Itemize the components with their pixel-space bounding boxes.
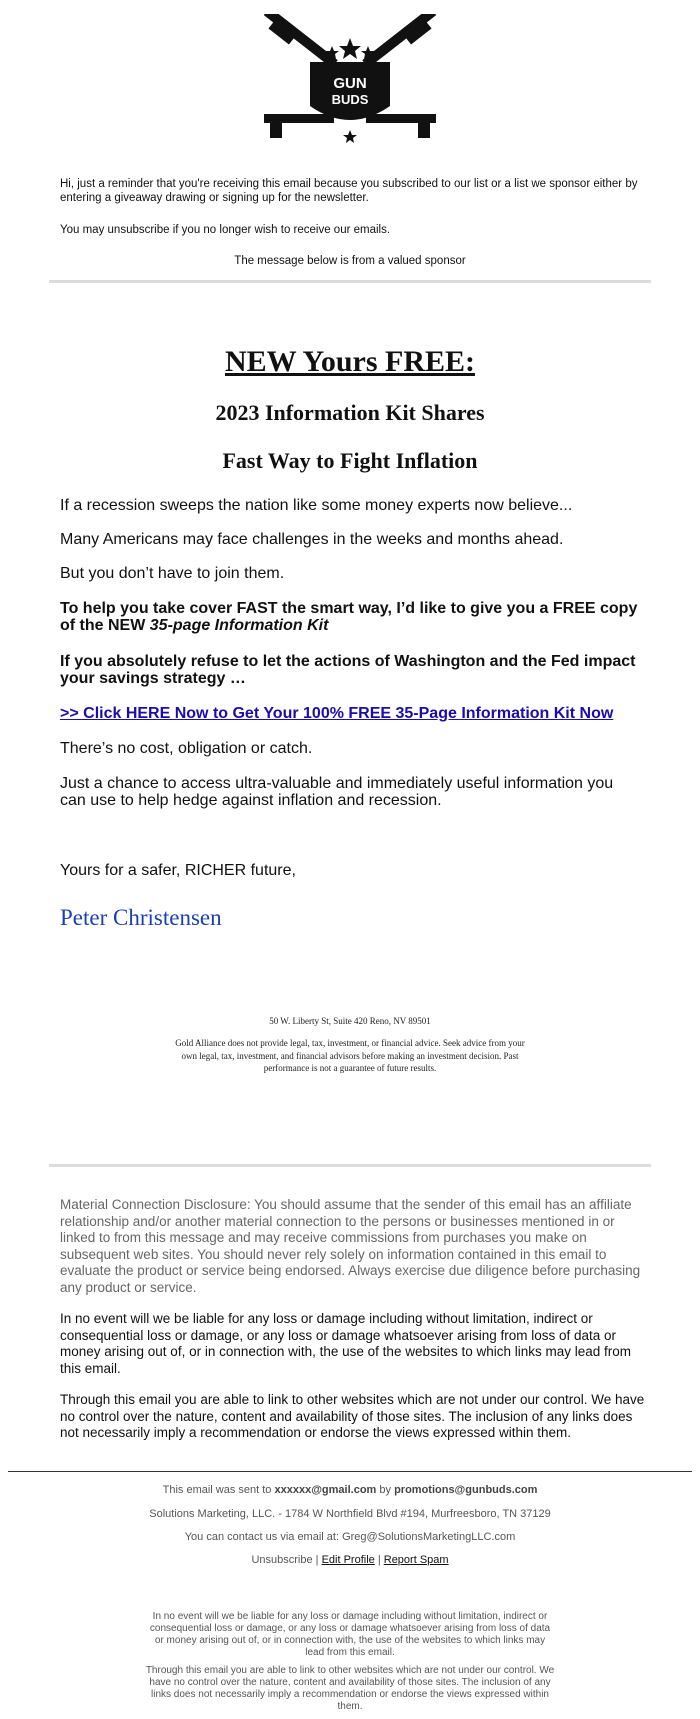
footer-links	[0, 1553, 700, 1567]
links-disclaimer: Through this email you are able to link to other websites which are not under our control. We have no control over the nature, content and availability of those sites. The inclusion of any links does not necessarily imply a recommendation or endorse the views expressed within them.	[60, 1392, 645, 1440]
ad-paragraph-5: If you absolutely refuse to let the actions of Washington and the Fed impact your savings strategy …	[60, 653, 636, 687]
ad-paragraph-7: Just a chance to access ultra-valuable and immediately useful information you can use to help hedge against inflation and recession.	[60, 775, 614, 809]
recipient-email: xxxxxx@gmail.com	[274, 1484, 377, 1496]
company-address: Solutions Marketing, LLC. - 1784 W Northfield Blvd #194, Murfreesboro, TN 37129	[149, 1508, 551, 1520]
ad-paragraph-4-italic: 35-page Information Kit	[149, 617, 329, 634]
ad-address: 50 W. Liberty St, Suite 420 Reno, NV 89501	[269, 1016, 431, 1026]
divider-top	[49, 280, 651, 283]
ad-subhead-2: Fast Way to Fight Inflation	[222, 448, 478, 473]
edit-profile-link[interactable]: Edit Profile	[321, 1554, 375, 1566]
gun-buds-logo-icon	[250, 14, 450, 150]
material-disclosure: Material Connection Disclosure: You should assume that the sender of this email has an affiliate relationship and/or another material connection to the persons or businesses mentioned in or linked to from this message and may receive commissions from purchases you make on subsequent web sites. You should never rely solely on information contained in this email to evaluate the product or service being endorsed. Always exercise due diligence before purchasing any product or service.	[60, 1197, 641, 1295]
footer-separator-1: |	[312, 1554, 322, 1566]
ad-paragraph-6: There’s no cost, obligation or catch.	[60, 740, 313, 757]
sent-by-prefix: by	[376, 1484, 395, 1496]
footer-liability-note: In no event will we be liable for any loss or damage including without limitation, indirect or consequential loss or damage, or any loss or damage whatsoever arising from loss of data or money arising out of, or in connection with, the use of the websites to which links may lead from this email.	[149, 1611, 551, 1658]
unsubscribe-note: You may unsubscribe if you no longer wish to receive our emails.	[60, 224, 391, 236]
gun-buds-logo	[250, 14, 450, 150]
ad-paragraph-1: If a recession sweeps the nation like some money experts now believe...	[60, 497, 573, 514]
cta-link[interactable]: >> Click HERE Now to Get Your 100% FREE 35-Page Information Kit Now	[60, 705, 614, 722]
ad-paragraph-2: Many Americans may face challenges in the weeks and months ahead.	[60, 531, 564, 548]
sender-email: promotions@gunbuds.com	[394, 1484, 538, 1496]
ad-signature: Peter Christensen	[60, 905, 222, 930]
sponsor-note: The message below is from a valued sponsor	[234, 255, 466, 267]
ad-paragraph-4-main: To help you take cover FAST the smart way, I’d like to give you a FREE copy of the NEW	[60, 600, 638, 634]
report-spam-link[interactable]: Report Spam	[383, 1554, 449, 1566]
ad-paragraph-4	[60, 600, 650, 634]
logo-text-line2: BUDS	[331, 92, 369, 107]
divider-bottom	[49, 1164, 651, 1167]
subscription-reminder: Hi, just a reminder that you're receiving this email because you subscribed to our list or a list we sponsor either by entering a giveaway drawing or signing up for the newsletter.	[60, 178, 638, 204]
sent-to-line	[0, 1483, 700, 1497]
ad-headline: NEW Yours FREE:	[224, 345, 476, 378]
ad-fine-print: Gold Alliance does not provide legal, tax, investment, or financial advice. Seek advice from your own legal, tax, investment, and financial advisors before making an investment decision. Past performance is not a guarantee of future results.	[175, 1038, 525, 1073]
sent-to-prefix: This email was sent to	[162, 1484, 275, 1496]
unsubscribe-link[interactable]: Unsubscribe	[251, 1554, 313, 1566]
footer-separator-2: |	[374, 1554, 384, 1566]
contact-line: You can contact us via email at: Greg@SolutionsMarketingLLC.com	[184, 1531, 516, 1543]
footer-divider	[8, 1471, 692, 1472]
liability-disclaimer: In no event will we be liable for any loss or damage including without limitation, indirect or consequential loss or damage, or any loss or damage whatsoever arising from loss of data or money arising out of, or in connection with, the use of the websites to which links may lead from this email.	[60, 1311, 632, 1376]
ad-paragraph-3: But you don’t have to join them.	[60, 565, 285, 582]
footer-links-note: Through this email you are able to link to other websites which are not under our control. We have no control over the nature, content and availability of those sites. The inclusion of any links does not necessarily imply a recommendation or endorse the views expressed within them.	[145, 1665, 555, 1712]
ad-closing: Yours for a safer, RICHER future,	[60, 862, 296, 879]
logo-text-line1: GUN	[333, 75, 367, 92]
ad-subhead-1: 2023 Information Kit Shares	[215, 400, 485, 425]
